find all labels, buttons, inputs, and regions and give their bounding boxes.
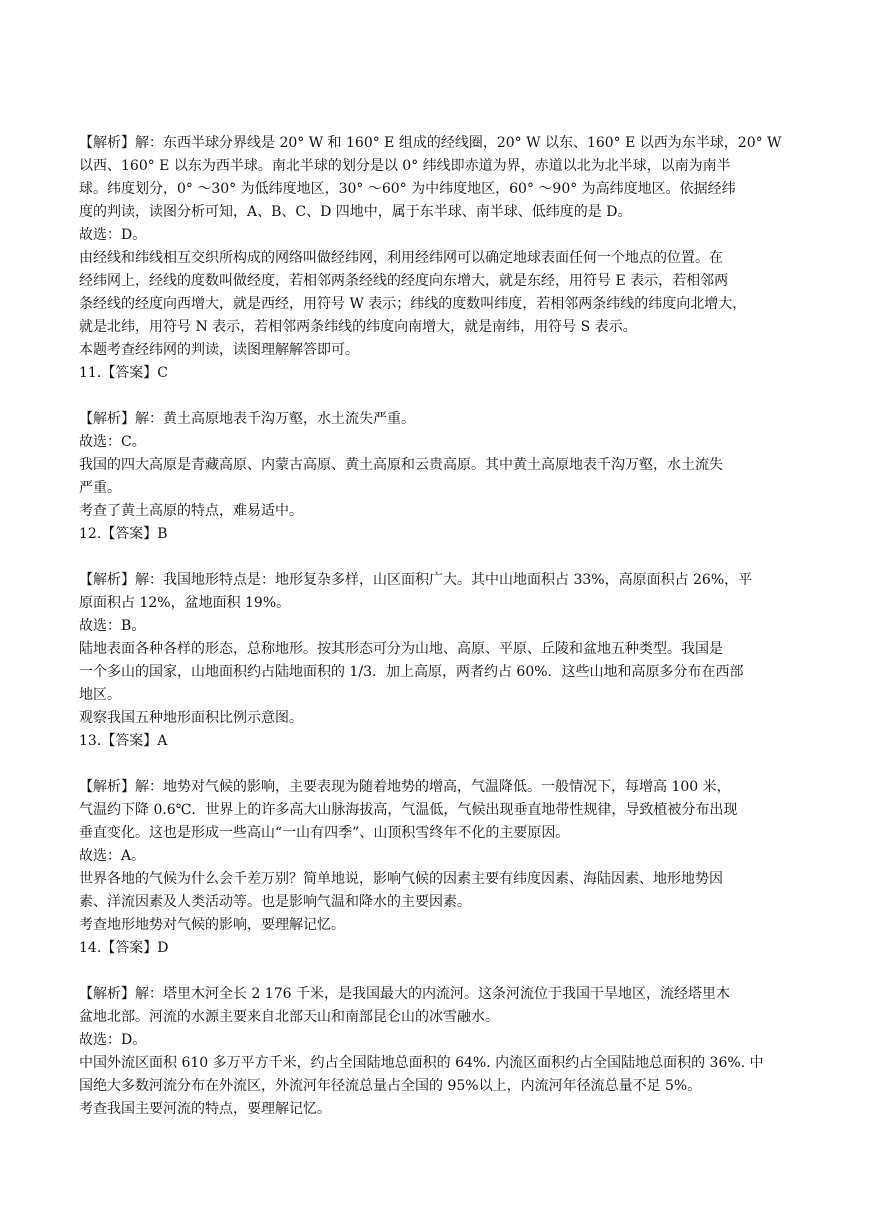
text-line: 考查地形地势对气候的影响，要理解记忆。: [79, 917, 345, 933]
text-line: 盆地北部。河流的水源主要来自北部天山和南部昆仑山的冰雪融水。: [79, 1009, 499, 1025]
text-line: 度的判读，读图分析可知，A、B、C、D 四地中，属于东半球、南半球、低纬度的是 D。: [79, 204, 632, 220]
text-line: 考查我国主要河流的特点，要理解记忆。: [79, 1101, 331, 1117]
text-line: 条经线的经度向西增大，就是西经，用符号 W 表示；纬线的度数叫纬度，若相邻两条纬线的纬度向北增大，: [79, 296, 747, 312]
text-line: 经纬网上，经线的度数叫做经度，若相邻两条经线的经度向东增大，就是东经，用符号 E 表示，若相邻两: [79, 273, 729, 289]
answer-heading-14: 14.【答案】D: [79, 940, 169, 956]
text-line: 故选：D。: [79, 227, 147, 243]
text-line: 以西、160° E 以东为西半球。南北半球的划分是以 0° 纬线即赤道为界，赤道以北为北半球，以南为南半: [79, 158, 731, 174]
text-line: 地区。: [79, 687, 121, 703]
text-line: 严重。: [79, 480, 121, 496]
text-line: 球。纬度划分，0° ～30° 为低纬度地区，30° ～60° 为中纬度地区，60° ～90° 为高纬度地区。依据经纬: [79, 181, 736, 197]
text-line: 由经线和纬线相互交织所构成的网络叫做经纬网，利用经纬网可以确定地球表面任何一个地点的位置。在: [79, 250, 723, 266]
blank-line: [79, 546, 799, 569]
text-line: 观察我国五种地形面积比例示意图。: [79, 710, 303, 726]
text-line: 【解析】解：塔里木河全长 2 176 千米，是我国最大的内流河。这条河流位于我国干旱地区，流经塔里木: [79, 986, 730, 1002]
text-line: 【解析】解：东西半球分界线是 20° W 和 160° E 组成的经线圈，20° W 以东、160° E 以西为东半球，20° W: [79, 135, 782, 151]
text-line: 一个多山的国家，山地面积约占陆地面积的 1/3．加上高原，两者约占 60%．这些山地和高原多分布在西部: [79, 664, 744, 680]
text-line: 故选：B。: [79, 618, 146, 634]
text-line: 故选：C。: [79, 434, 146, 450]
text-line: 就是北纬，用符号 N 表示，若相邻两条纬线的纬度向南增大，就是南纬，用符号 S 表示。: [79, 319, 637, 335]
text-line: 我国的四大高原是青藏高原、内蒙古高原、黄土高原和云贵高原。其中黄土高原地表千沟万壑，水土流失: [79, 457, 723, 473]
text-line: 原面积占 12%，盆地面积 19%。: [79, 595, 291, 611]
answer-heading-12: 12.【答案】B: [79, 526, 168, 542]
answer-heading-13: 13.【答案】A: [79, 733, 168, 749]
blank-line: [79, 960, 799, 983]
text-line: 气温约下降 0.6℃．世界上的许多高大山脉海拔高，气温低，气候出现垂直地带性规律，导致植被分布出现: [79, 802, 738, 818]
text-line: 世界各地的气候为什么会千差万别？简单地说，影响气候的因素主要有纬度因素、海陆因素、地形地势因: [79, 871, 723, 887]
text-line: 【解析】解：黄土高原地表千沟万壑，水土流失严重。: [79, 411, 415, 427]
blank-line: [79, 753, 799, 776]
blank-line: [79, 385, 799, 408]
text-line: 陆地表面各种各样的形态，总称地形。按其形态可分为山地、高原、平原、丘陵和盆地五种类型。我国是: [79, 641, 723, 657]
document-page: [79, 132, 799, 1121]
text-line: 垂直变化。这也是形成一些高山“一山有四季”、山顶积雪终年不化的主要原因。: [79, 825, 570, 841]
text-line: 【解析】解：我国地形特点是：地形复杂多样，山区面积广大。其中山地面积占 33%，高原面积占 26%，平: [79, 572, 753, 588]
text-line: 本题考查经纬网的判读，读图理解解答即可。: [79, 342, 359, 358]
text-line: 考查了黄土高原的特点，难易适中。: [79, 503, 303, 519]
text-line: 【解析】解：地势对气候的影响，主要表现为随着地势的增高，气温降低。一般情况下，每增高 100 米，: [79, 779, 731, 795]
text-line: 素、洋流因素及人类活动等。也是影响气温和降水的主要因素。: [79, 894, 471, 910]
answer-heading-11: 11.【答案】C: [79, 365, 168, 381]
text-line: 故选：D。: [79, 1032, 147, 1048]
text-line: 故选：A。: [79, 848, 146, 864]
text-line: 中国外流区面积 610 多万平方千米，约占全国陆地总面积的 64%. 内流区面积约占全国陆地总面积的 36%. 中: [79, 1055, 764, 1071]
text-line: 国绝大多数河流分布在外流区，外流河年径流总量占全国的 95%以上，内流河年径流总量不足 5%。: [79, 1078, 702, 1094]
